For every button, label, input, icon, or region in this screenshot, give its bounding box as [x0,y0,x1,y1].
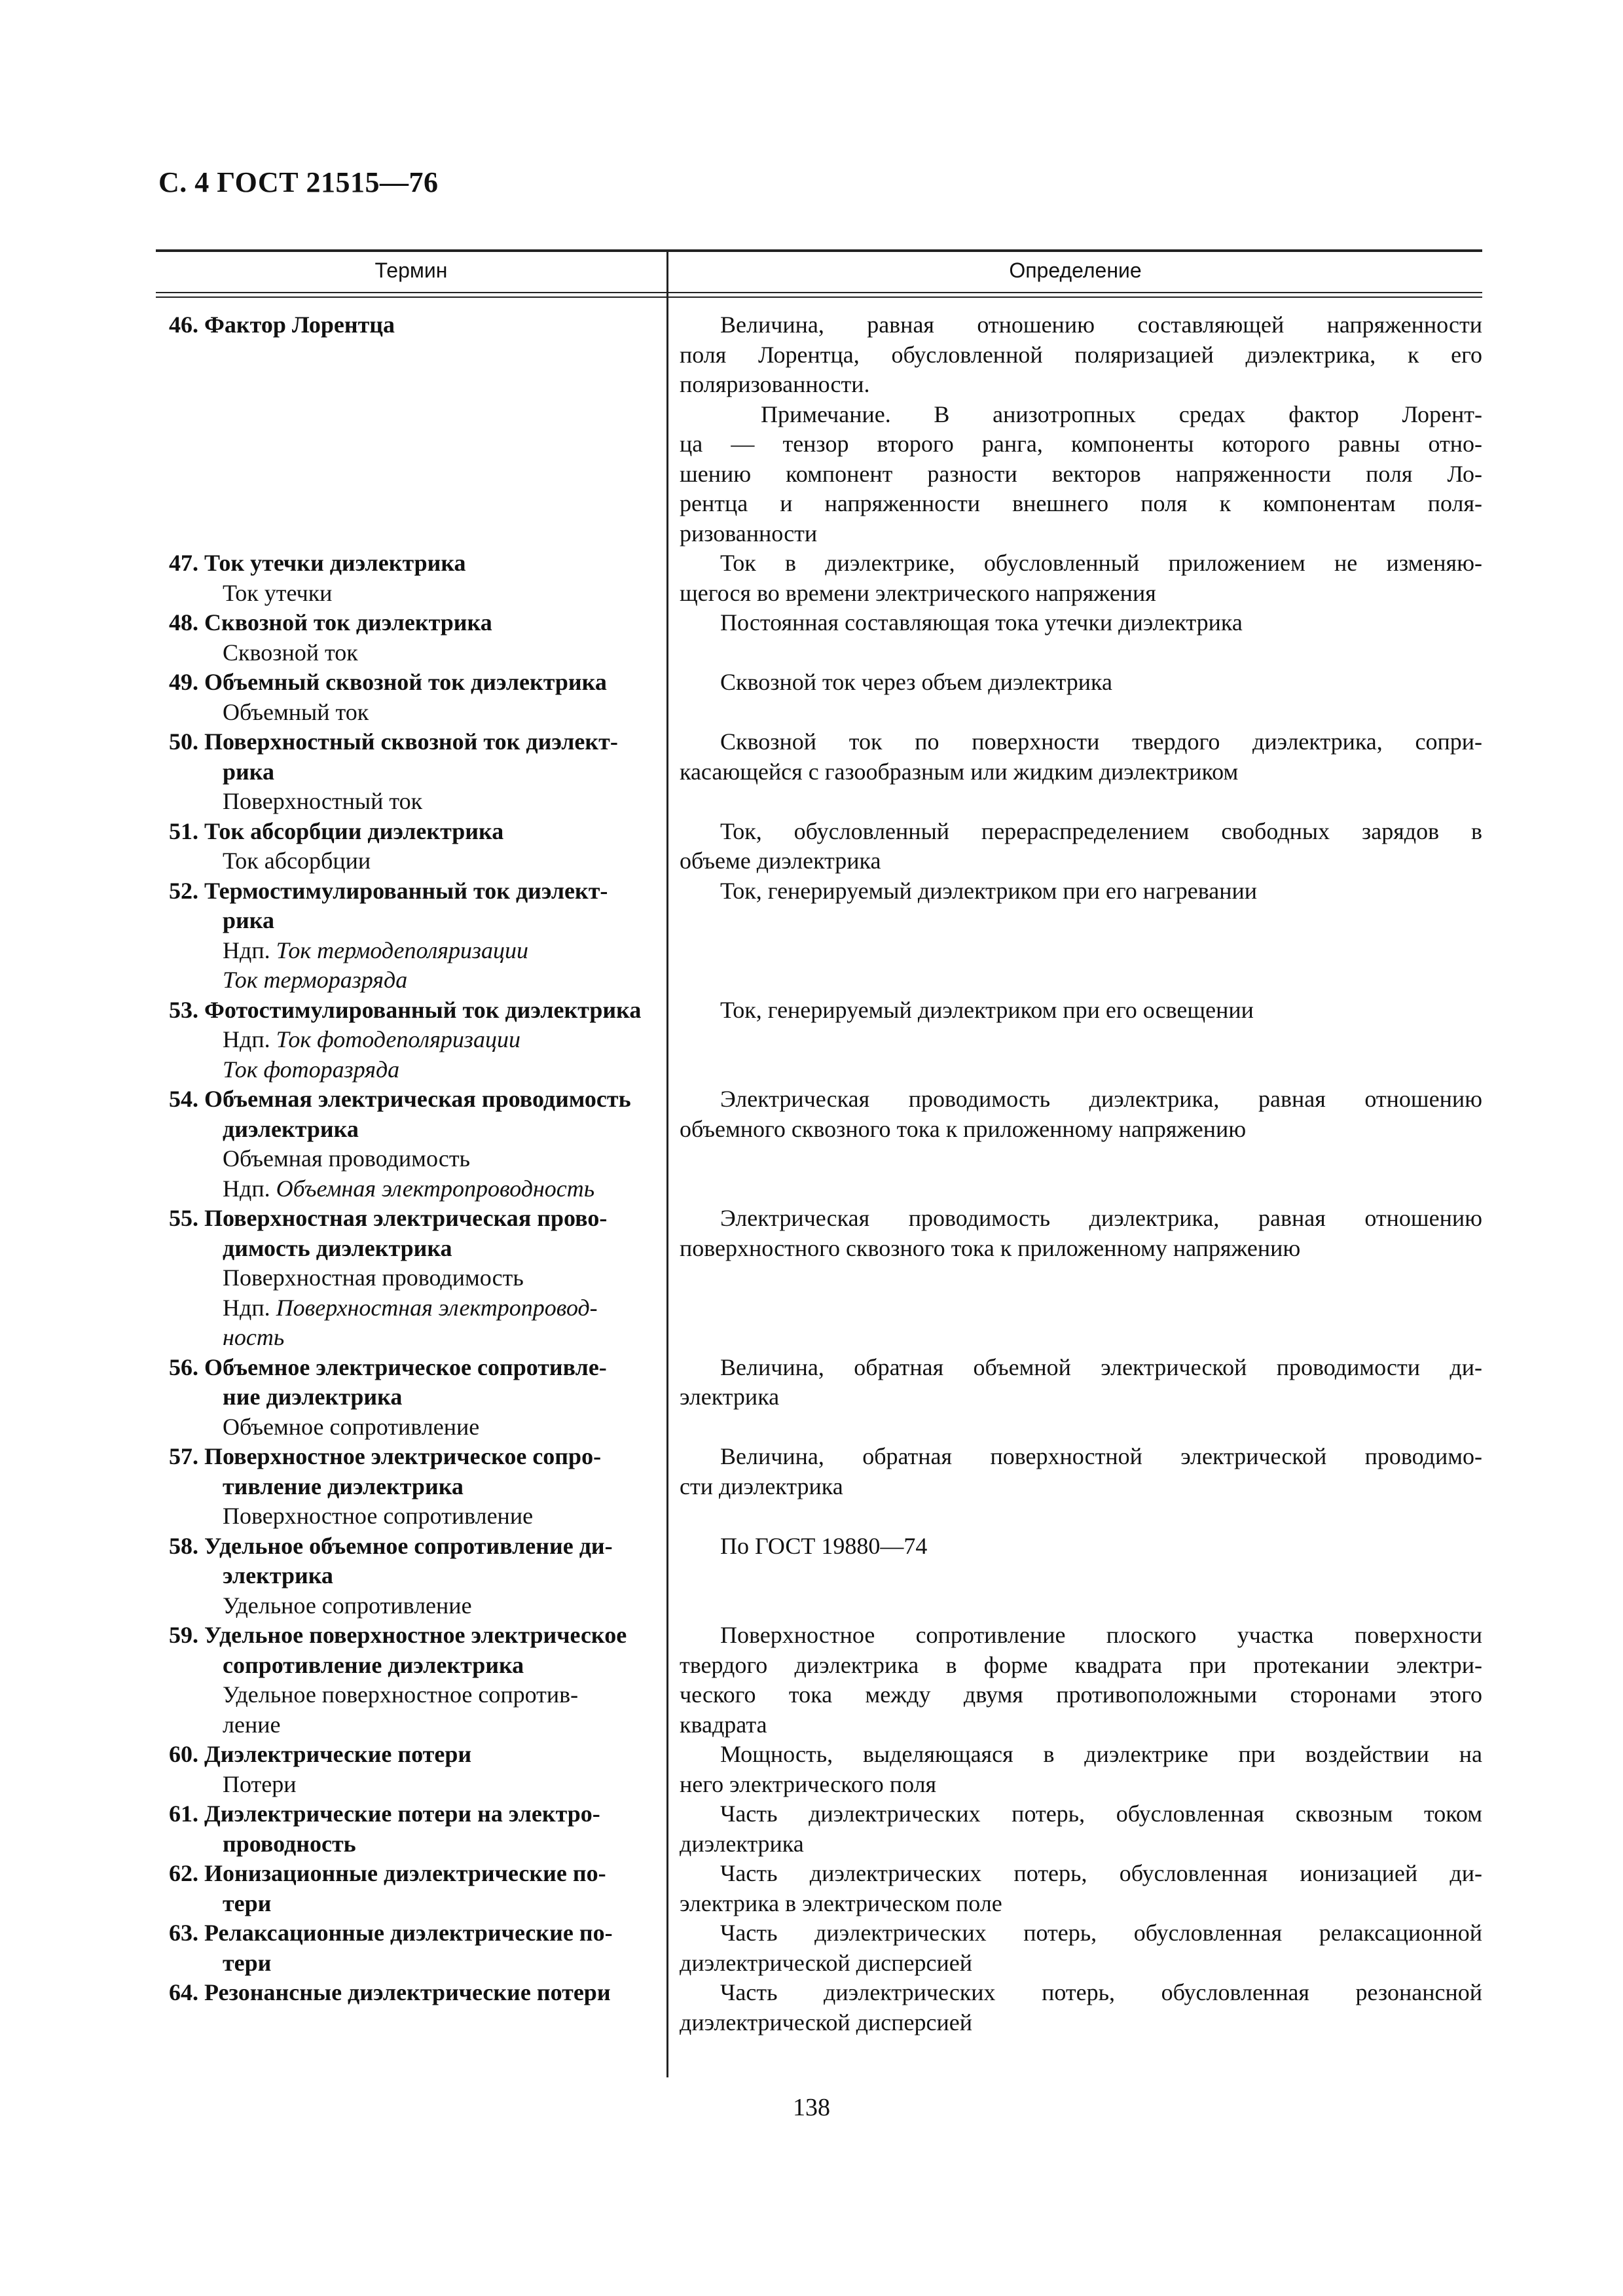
definition-line: квадрата [680,1711,767,1738]
header-rule-double [156,296,1482,298]
term-name: 62. Ионизационные диэлектрические по- [169,1860,606,1886]
term-cell [156,1799,666,1859]
table-row [156,817,1482,876]
term-name: 56. Объемное электрическое сопротивле- [169,1354,607,1380]
term-name-continued: рика [223,907,274,933]
term-name-continued: тивление диэлектрика [223,1473,464,1499]
header-rule [156,292,1482,293]
table-row [156,1204,1482,1353]
definition-cell [666,1442,1482,1532]
table-row [156,1532,1482,1621]
term-synonym: Ток абсорбции [223,848,371,874]
term-synonym: Потери [223,1770,297,1797]
term-cell [156,727,666,817]
term-cell [156,1532,666,1621]
definition-line: диэлектрической дисперсией [680,1949,972,1976]
term-name-continued: электрика [223,1562,333,1588]
column-header-definition: Определение [1009,259,1142,282]
term-synonym: ление [223,1711,281,1738]
deprecated-term-text: Ток фоторазряда [223,1056,400,1083]
term-name: 47. Ток утечки диэлектрика [169,550,466,576]
terms-table-body [156,310,1482,2037]
term-name-continued: димость диэлектрика [223,1234,452,1261]
term-cell [156,548,666,608]
term-synonym: Удельное сопротивление [223,1592,472,1619]
term-synonym: Объемный ток [223,698,369,725]
term-cell [156,1621,666,1740]
table-row [156,1621,1482,1740]
term-synonym: Объемная проводимость [223,1145,470,1172]
definition-line: электрика [680,1384,780,1410]
table-row [156,310,1482,548]
definition-cell [666,996,1482,1085]
term-name: 46. Фактор Лорентца [169,312,395,338]
term-cell [156,608,666,668]
term-name: 54. Объемная электрическая проводимость [169,1086,631,1112]
term-name: 53. Фотостимулированный ток диэлектрика [169,996,642,1023]
table-row [156,996,1482,1085]
definition-line: Электрическая проводимость диэлектрика, равная отношению [720,1205,1482,1231]
term-name: 58. Удельное объемное сопротивление ди- [169,1532,613,1559]
term-cell [156,1918,666,1978]
term-name-continued: рика [223,758,274,785]
table-row [156,608,1482,668]
term-name: 55. Поверхностная электрическая прово- [169,1205,608,1231]
definition-line: Часть диэлектрических потерь, обусловленная релаксационной [720,1920,1482,1946]
definition-line: По ГОСТ 19880—74 [720,1532,928,1559]
table-row [156,1978,1482,2037]
term-name: 52. Термостимулированный ток диэлект- [169,877,608,904]
definition-cell [666,668,1482,727]
table-row [156,1353,1482,1443]
term-name: 57. Поверхностное электрическое сопро- [169,1443,602,1469]
table-row [156,1740,1482,1799]
term-name: 51. Ток абсорбции диэлектрика [169,817,504,844]
table-row [156,548,1482,608]
definition-cell [666,1532,1482,1621]
term-cell [156,1859,666,1918]
term-name: 61. Диэлектрические потери на электро- [169,1801,600,1827]
ndp-label: Ндп. [223,1026,270,1052]
term-cell [156,1978,666,2037]
definition-line: поляризованности. [680,371,870,397]
definition-cell [666,727,1482,817]
definition-line: Поверхностное сопротивление плоского участка поверхности [720,1622,1482,1648]
table-row [156,668,1482,727]
term-synonym: Поверхностное сопротивление [223,1503,534,1529]
term-name: 60. Диэлектрические потери [169,1741,472,1767]
definition-line: Величина, обратная объемной электрической проводимости ди- [720,1354,1482,1380]
term-cell [156,817,666,876]
definition-cell [666,1353,1482,1443]
definition-line: Часть диэлектрических потерь, обусловленная ионизацией ди- [720,1860,1482,1886]
deprecated-term-text: Ток фотодеполяризации [276,1026,520,1052]
definition-line: диэлектрика [680,1830,804,1857]
deprecated-term-text: ность [223,1324,285,1350]
definition-cell [666,1740,1482,1799]
definition-line: Электрическая проводимость диэлектрика, равная отношению [720,1086,1482,1112]
deprecated-term [169,1293,660,1323]
term-name: 59. Удельное поверхностное электрическое [169,1622,627,1648]
definition-line: Ток, генерируемый диэлектриком при его освещении [720,996,1254,1023]
definition-cell [666,608,1482,668]
definition-line: Сквозной ток по поверхности твердого диэлектрика, сопри- [720,728,1482,755]
deprecated-term [169,936,660,966]
definition-line: сти диэлектрика [680,1473,843,1499]
definition-line: поля Лорентца, обусловленной поляризацией диэлектрика, к его [680,341,1482,368]
term-name: 63. Релаксационные диэлектрические по- [169,1920,613,1946]
definition-cell [666,1799,1482,1859]
table-row [156,1859,1482,1918]
term-synonym: Ток утечки [223,579,333,606]
definition-cell [666,1978,1482,2037]
definition-line: Величина, обратная поверхностной электрической проводимо- [720,1443,1482,1469]
term-name-continued: сопротивление диэлектрика [223,1651,524,1678]
table-row [156,727,1482,817]
term-cell [156,1442,666,1532]
definition-cell [666,548,1482,608]
definition-line: Ток, генерируемый диэлектриком при его нагревании [720,877,1258,904]
page-header: С. 4 ГОСТ 21515—76 [158,166,439,198]
term-cell [156,1740,666,1799]
definition-line: касающейся с газообразным или жидким диэлектриком [680,758,1239,785]
term-name: 48. Сквозной ток диэлектрика [169,609,492,636]
definition-cell [666,1621,1482,1740]
definition-line: Постоянная составляющая тока утечки диэлектрика [720,609,1243,636]
term-cell [156,1204,666,1353]
ndp-label: Ндп. [223,937,270,963]
definition-line: Часть диэлектрических потерь, обусловленная сквозным током [720,1801,1482,1827]
term-name-continued: ние диэлектрика [223,1384,403,1410]
table-row [156,1085,1482,1204]
definition-line: Часть диэлектрических потерь, обусловленная резонансной [720,1979,1482,2005]
term-synonym: Удельное поверхностное сопротив- [223,1681,579,1708]
note-line: Примечание. В анизотропных средах фактор Лорент- [761,401,1482,427]
deprecated-term-text: Поверхностная электропровод- [276,1294,598,1321]
definition-cell [666,876,1482,996]
term-name: 64. Резонансные диэлектрические потери [169,1979,611,2005]
column-header-term: Термин [374,259,448,282]
term-name-continued: тери [223,1949,272,1976]
definition-line: Ток, обусловленный перераспределением свободных зарядов в [720,817,1482,844]
note-line: шению компонент разности векторов напряженности поля Ло- [680,460,1482,487]
term-cell [156,996,666,1085]
definition-cell [666,1204,1482,1353]
definition-line: щегося во времени электрического напряжения [680,579,1156,606]
term-synonym: Поверхностный ток [223,788,423,814]
term-name-continued: проводность [223,1830,356,1857]
term-cell [156,1353,666,1443]
definition-line: твердого диэлектрика в форме квадрата при протекании электри- [680,1651,1482,1678]
definition-line: объемного сквозного тока к приложенному напряжению [680,1115,1247,1142]
term-name: 49. Объемный сквозной ток диэлектрика [169,669,607,695]
ndp-label: Ндп. [223,1175,270,1202]
definition-line: объеме диэлектрика [680,848,881,874]
term-cell [156,310,666,548]
term-cell [156,668,666,727]
definition-line: поверхностного сквозного тока к приложенному напряжению [680,1234,1301,1261]
term-cell [156,1085,666,1204]
definition-line: Величина, равная отношению составляющей напряженности [720,312,1482,338]
term-name: 50. Поверхностный сквозной ток диэлект- [169,728,618,755]
definition-cell [666,1085,1482,1204]
note-line: ца — тензор второго ранга, компоненты которого равны отно- [680,431,1482,457]
note-line: ризованности [680,520,818,547]
table-row [156,1918,1482,1978]
term-synonym: Объемное сопротивление [223,1413,480,1440]
definition-line: Ток в диэлектрике, обусловленный приложением не изменяю- [720,550,1482,576]
deprecated-term-text: Ток терморазряда [223,967,408,993]
table-row [156,1442,1482,1532]
deprecated-term [169,1174,660,1204]
ndp-label: Ндп. [223,1294,270,1321]
term-synonym: Поверхностная проводимость [223,1265,524,1291]
definition-cell [666,1859,1482,1918]
definition-cell [666,310,1482,548]
deprecated-term-text: Ток термодеполяризации [276,937,529,963]
definition-line: диэлектрической дисперсией [680,2009,972,2036]
table-row [156,1799,1482,1859]
definition-line: ческого тока между двумя противоположными сторонами этого [680,1681,1482,1708]
table-top-rule [156,249,1482,252]
definition-line: Мощность, выделяющаяся в диэлектрике при воздействии на [720,1741,1482,1767]
deprecated-term-text: Объемная электропроводность [276,1175,595,1202]
definition-line: него электрического поля [680,1770,937,1797]
term-cell [156,876,666,996]
definition-cell [666,817,1482,876]
page-number: 138 [793,2094,830,2121]
deprecated-term [169,1025,660,1055]
table-row [156,876,1482,996]
note-line: рентца и напряженности внешнего поля к компонентам поля- [680,490,1482,516]
term-name-continued: диэлектрика [223,1115,359,1142]
definition-line: электрика в электрическом поле [680,1890,1002,1916]
definition-line: Сквозной ток через объем диэлектрика [720,669,1112,695]
term-name-continued: тери [223,1890,272,1916]
definition-cell [666,1918,1482,1978]
term-synonym: Сквозной ток [223,639,358,666]
